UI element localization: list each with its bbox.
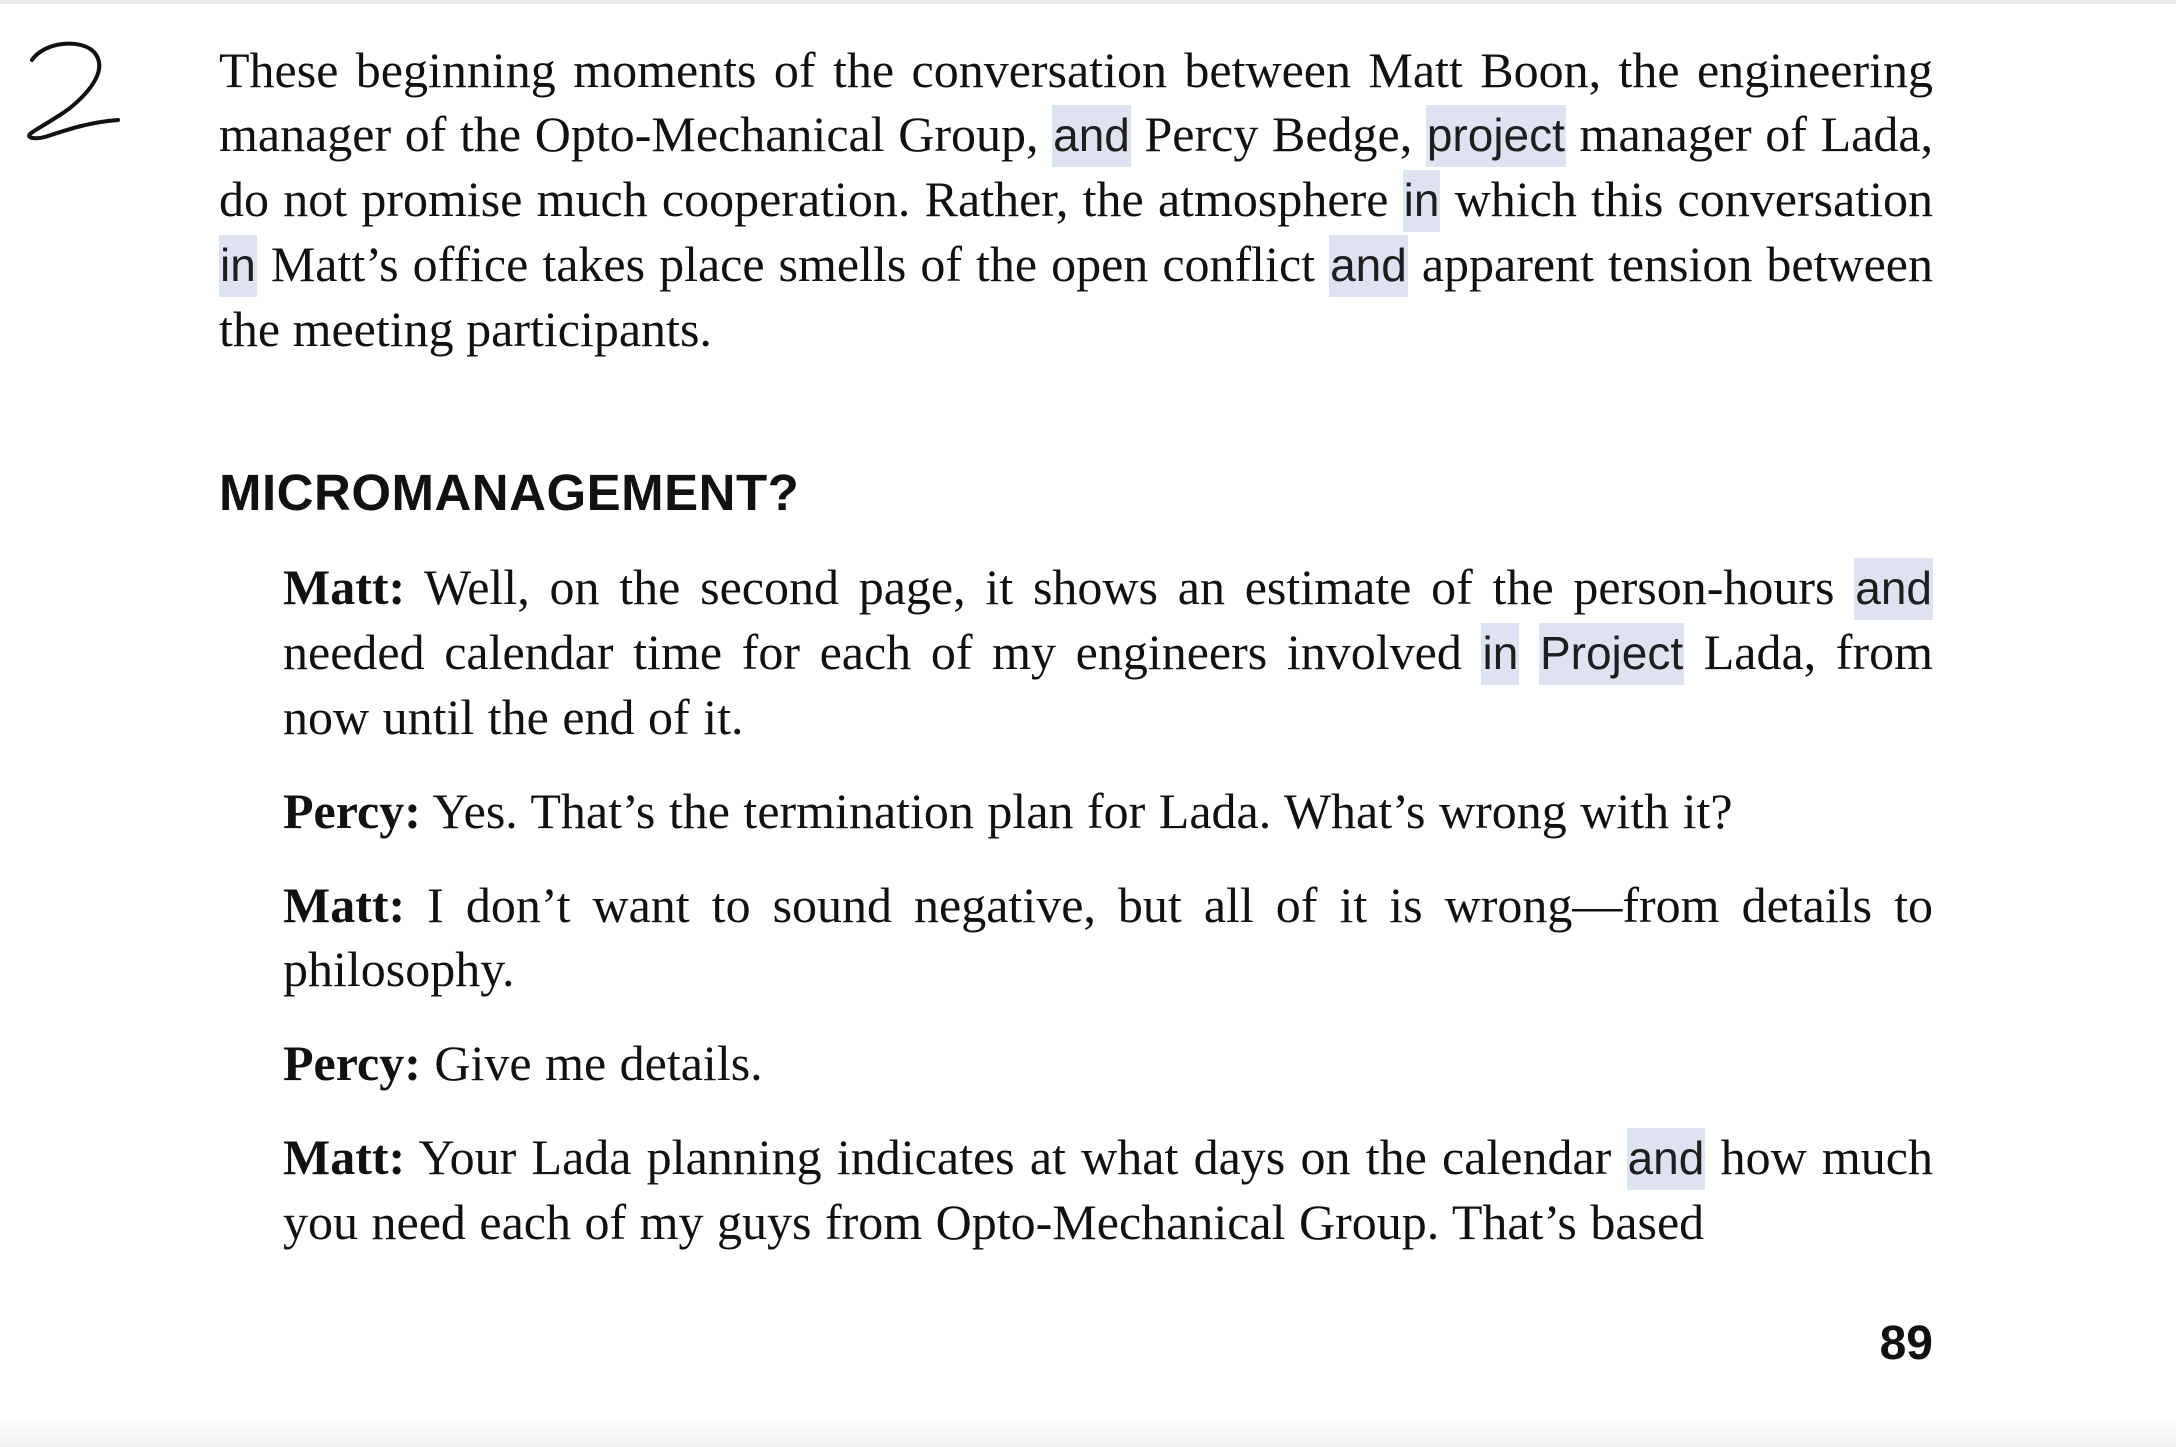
highlighted-word: in — [1481, 623, 1519, 685]
highlighted-word: in — [1403, 170, 1441, 232]
text-run: These beginning moments of the conversation between Matt Boon, the engineering manager of the Opto-Mechanical Group, — [219, 42, 1933, 162]
highlighted-word: and — [1052, 105, 1131, 167]
handwritten-number-glyph — [22, 38, 122, 148]
speaker-name: Matt: — [283, 1129, 406, 1185]
text-run: Your Lada planning indicates at what days on the calendar — [405, 1129, 1627, 1185]
text-run: which this conversation — [1440, 171, 1933, 227]
text-run — [1519, 624, 1539, 680]
dialogue-line — [283, 779, 1933, 843]
text-run: how much you need each of my guys from Opto-Mechanical Group. That’s based — [283, 1129, 1933, 1250]
text-run: Well, on the second page, it shows an estimate of the person-hours — [405, 559, 1855, 615]
dialogue-line — [283, 1031, 1933, 1095]
section-heading: MICROMANAGEMENT? — [219, 464, 800, 521]
text-run: needed calendar time for each of my engineers involved — [283, 624, 1482, 680]
intro-paragraph — [219, 38, 1933, 361]
top-rule — [0, 0, 2176, 4]
page-number: 89 — [1879, 1317, 1933, 1370]
highlighted-word: Project — [1539, 623, 1684, 685]
speaker-name: Matt: — [283, 877, 406, 933]
highlighted-word: in — [219, 235, 257, 297]
speaker-name: Percy: — [283, 783, 421, 839]
dialogue-line — [283, 873, 1933, 1001]
dialogue-line — [283, 1125, 1933, 1254]
text-run: Yes. That’s the termination plan for Lada. What’s wrong with it? — [420, 783, 1733, 839]
dialogue — [283, 555, 1933, 1254]
text-run: Matt’s office takes place smells of the open conflict — [256, 236, 1330, 292]
text-run: I don’t want to sound negative, but all of it is wrong—from details to philosophy. — [283, 877, 1933, 997]
bottom-band — [0, 1417, 2176, 1447]
text-run: Percy Bedge, — [1130, 106, 1426, 162]
speaker-name: Matt: — [283, 559, 406, 615]
text-run: apparent tension between the meeting participants. — [219, 236, 1933, 357]
text-run: manager of Lada, do not promise much cooperation. Rather, the atmosphere — [219, 106, 1934, 227]
text-run: Lada, from now until the end of it. — [283, 624, 1934, 745]
highlighted-word: and — [1854, 558, 1933, 620]
highlighted-word: project — [1426, 105, 1566, 167]
highlighted-word: and — [1329, 235, 1408, 297]
speaker-name: Percy: — [283, 1035, 421, 1091]
handwritten-number-annotation — [22, 38, 122, 148]
highlighted-word: and — [1627, 1128, 1706, 1190]
dialogue-line — [283, 555, 1933, 749]
document-page — [219, 38, 1933, 1284]
text-run: Give me details. — [420, 1035, 763, 1091]
